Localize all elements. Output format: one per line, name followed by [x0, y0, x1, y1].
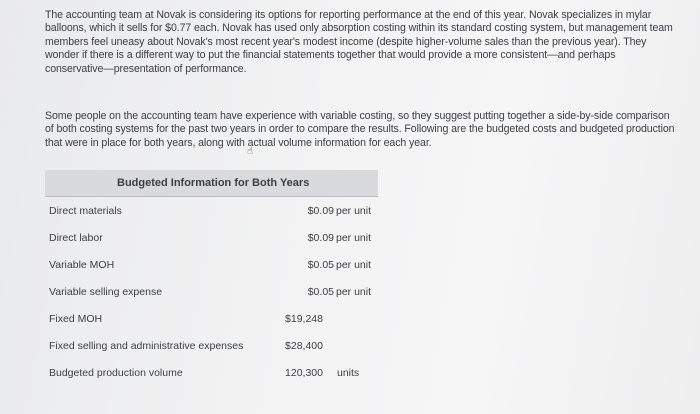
row-label: Direct materials [49, 205, 122, 217]
row-unit: per unit [336, 259, 372, 271]
budget-table-title: Budgeted Information for Both Years [117, 177, 310, 189]
row-unit: units [337, 367, 360, 379]
row-unit: per unit [336, 232, 372, 244]
row-label: Fixed selling and administrative expenses [49, 340, 244, 352]
row-value: $28,400 [285, 340, 323, 352]
row-unit: per unit [336, 286, 372, 298]
row-value: $0.09 [307, 232, 334, 244]
problem-intro-paragraph: The accounting team at Novak is considering its options for reporting performance at the end of this year. Novak specializes in mylar balloons, which it sells for $0.77 each. Novak has used only absorption costing within its standard costing system, but management team members feel uneasy about Novak's most recent year's modest income (despite higher-volume sales than the previous year). They wonder if there is a different way to put the financial statements together that would provide a more consistent—and perhaps conservative—presentation of performance. [45, 9, 673, 75]
budget-table [45, 170, 378, 379]
table-row-variable-selling-expense [49, 286, 379, 302]
row-label: Variable selling expense [49, 286, 163, 298]
table-row-fixed-selling-admin [49, 340, 379, 356]
table-row-fixed-moh [49, 313, 379, 329]
table-row-variable-moh [49, 259, 379, 275]
budget-table-header [45, 170, 378, 197]
table-row-budgeted-production [49, 367, 379, 383]
mouse-cursor-icon: ☝ [247, 146, 254, 157]
row-label: Fixed MOH [49, 313, 103, 325]
table-row-direct-labor [49, 232, 379, 248]
row-label: Variable MOH [49, 259, 115, 271]
row-unit: per unit [336, 205, 372, 217]
problem-context-paragraph: Some people on the accounting team have experience with variable costing, so they suggest putting together a side-by-side comparison of both costing systems for the past two years in order to compare the results. Following are the budgeted costs and budgeted production that were in place for both years, along with actual volume information for each year. [45, 110, 675, 149]
row-value: $0.05 [307, 259, 334, 271]
row-label: Direct labor [49, 232, 103, 244]
row-value: $0.05 [307, 286, 334, 298]
row-value: $19,248 [285, 313, 323, 325]
row-value: 120,300 [285, 367, 323, 379]
table-row-direct-materials [49, 205, 379, 221]
row-label: Budgeted production volume [49, 367, 183, 379]
row-value: $0.09 [307, 205, 334, 217]
